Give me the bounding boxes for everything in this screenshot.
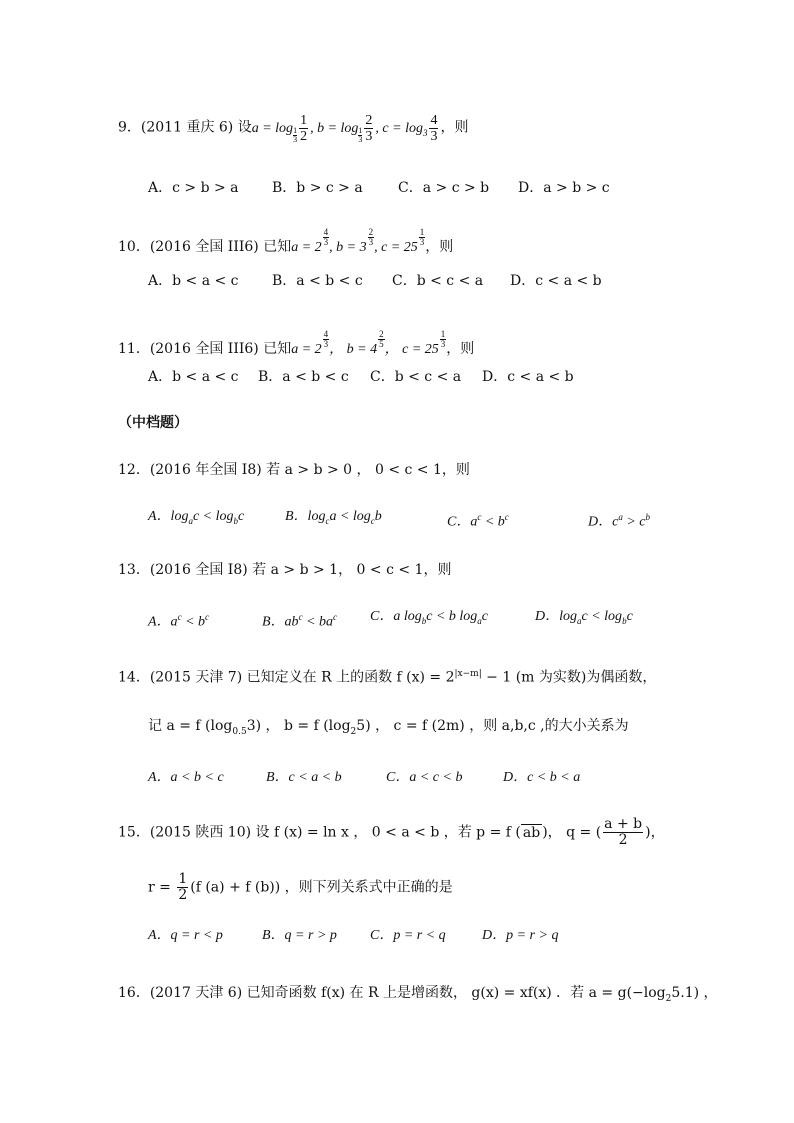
q12-option-d: D．$c^a > c^b$ [588, 512, 650, 530]
q14-option-d: D．c < b < a [503, 770, 581, 785]
q15-option-c: C．p = r < q [370, 928, 446, 943]
q12-option-a: A．$\log_ac < \log_bc$ [148, 509, 245, 526]
q9-option-a: A．c > b > a [148, 180, 239, 196]
q9-option-c: C．a > c > b [398, 180, 490, 196]
q10-defs: a = 2 $\frac{4}{3}$ , b = 3 $\frac{2}{3}$ , c = 25 $\frac{1}{3}$ [291, 227, 425, 255]
q12-option-c: C．$a^c < b^c$ [447, 512, 509, 530]
q11-option-d: D．c < a < b [482, 369, 574, 385]
q14-option-c: C．a < c < b [386, 770, 463, 785]
q9-option-b: B．b > c > a [272, 180, 363, 196]
q10-option-a: A．b < a < c [148, 273, 239, 289]
q11-suffix: ，则 [446, 341, 475, 357]
q9-option-d: D．a > b > c [518, 180, 610, 196]
q11-prefix: 11．(2016 全国 III6) 已知 [118, 341, 292, 357]
q10-prefix: 10．(2016 全国 III6) 已知 [118, 239, 292, 255]
question-11 [118, 330, 474, 360]
q11-option-a: A．b < a < c [148, 369, 239, 385]
question-10 [118, 228, 453, 258]
q15-option-d: D．p = r > q [482, 928, 559, 943]
q11-option-c: C．b < c < a [370, 369, 462, 385]
question-15-line-1: 15．(2015 陕西 10) 设 f (x) = ln x ， 0 < a < b ，若 p = f ( ab )， q = ( $\frac{a + b}{2}$ )， [118, 816, 665, 848]
q14-option-b: B．c < a < b [266, 770, 342, 785]
question-9 [118, 113, 468, 144]
question-13: 13．(2016 全国 I8) 若 a > b > 1， 0 < c < 1，则 [118, 562, 452, 578]
question-12: 12．(2016 年全国 I8) 若 a > b > 0 ， 0 < c < 1，则 [118, 462, 470, 478]
q10-option-d: D．c < a < b [510, 273, 602, 289]
q12-option-b: B．$\log_ca < \log_cb$ [285, 509, 382, 526]
question-14-line-1: 14．(2015 天津 7) 已知定义在 R 上的函数 f $(x) = 2^{|x-m|} - 1$ (m 为实数)为偶函数， [118, 669, 657, 686]
q9-suffix: ，则 [440, 119, 469, 136]
q10-suffix: ，则 [425, 239, 454, 255]
q11-defs: a = 2 $\frac{4}{3}$ ， b = 4 $\frac{2}{5}$ ， c = 25 $\frac{1}{3}$ [291, 329, 446, 357]
q15-option-b: B．q = r > p [262, 928, 337, 943]
q15-option-a: A．q = r < p [148, 928, 223, 943]
q10-option-b: B．a < b < c [272, 273, 363, 289]
q13-option-d: D．$\log_ac < \log_bc$ [535, 609, 633, 626]
q10-option-c: C．b < c < a [392, 273, 484, 289]
question-16: 16．(2017 天津 6) 已知奇函数 f(x) 在 R 上是增函数， g(x) = xf(x) ．若 $a = g(-\log_25.1)$ ， [118, 985, 718, 1004]
q11-option-b: B．a < b < c [258, 369, 349, 385]
q13-option-a: A．$a^c < b^c$ [148, 612, 210, 630]
q13-option-c: C．a $\log_bc < b$ $\log_ac$ [370, 609, 489, 626]
q9-a-def: a = log $\frac{1}{3}$ $\frac{1}{2}$ , b = log $\frac{1}{3}$ $\frac{2}{3}$ , $c = \log_3$ $\frac{4}{3}$ [251, 113, 438, 144]
q13-option-b: B．$ab^c < ba^c$ [262, 612, 338, 630]
question-14-line-2: 记 a = f $(\log_{0.5}3)$ ， b = f $(\log_25)$ ， c = f (2m) ，则 a,b,c ,的大小关系为 [148, 718, 629, 737]
q9-prefix: 9．(2011 重庆 6) 设 [118, 119, 252, 136]
question-15-line-2: r = $\frac{1}{2}$ (f (a) + f (b)) ，则下列关系式中正确的是 [148, 871, 453, 903]
sqrt-ab: ab [522, 824, 541, 841]
q14-option-a: A．a < b < c [148, 770, 224, 785]
section-heading: （中档题） [118, 415, 188, 431]
